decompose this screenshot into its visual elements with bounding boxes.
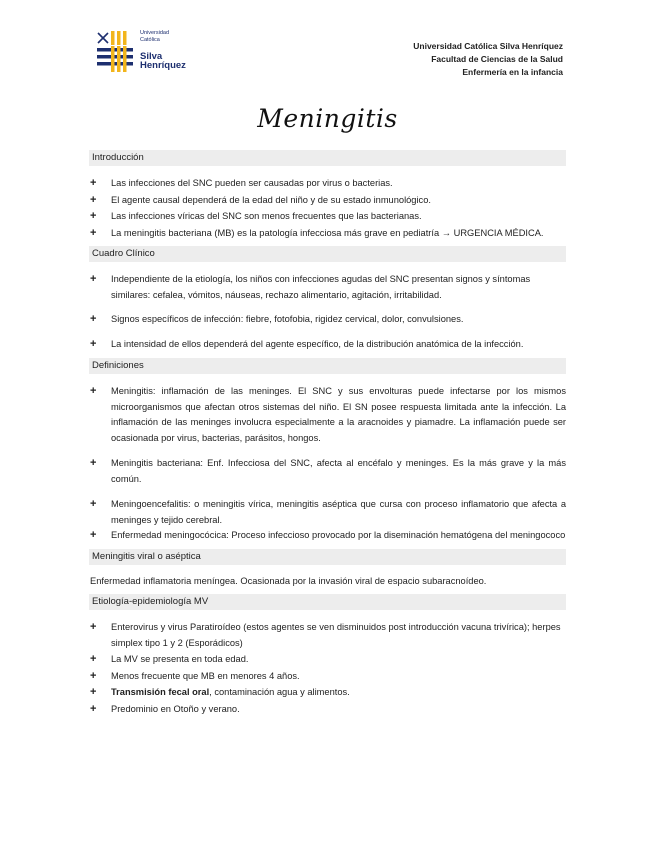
list-item: + Signos específicos de infección: fiebre, fotofobia, rigidez cervical, dolor, convulsiones. xyxy=(89,312,566,328)
list-item: + Transmisión fecal oral, contaminación agua y alimentos. xyxy=(89,685,566,701)
list-item: + Menos frecuente que MB en menores 4 años. xyxy=(89,669,566,685)
plus-icon: + xyxy=(90,621,97,633)
logo-subtitle xyxy=(140,30,169,43)
plus-icon: + xyxy=(90,193,97,206)
logo-emblem-icon xyxy=(96,30,138,74)
section-heading-definitions: Definiciones xyxy=(89,358,566,374)
logo-line-2: Católica xyxy=(140,36,160,43)
section-heading-etiology: Etiología-epidemiología MV xyxy=(89,594,566,610)
list-item: + Enfermedad meningocócica: Proceso infeccioso provocado por la diseminación hematógena del meningococo xyxy=(89,528,566,544)
header-course: Enfermería en la infancia xyxy=(462,67,563,77)
document-body xyxy=(89,150,566,717)
plus-icon: + xyxy=(90,273,97,285)
header-faculty: Facultad de Ciencias de la Salud xyxy=(431,54,563,64)
list-item: + La intensidad de ellos dependerá del agente específico, de la distribución anatómica de la infección. xyxy=(89,337,566,353)
list-item: + Las infecciones del SNC pueden ser causadas por virus o bacterias. xyxy=(89,176,566,192)
logo-line-1: Universidad xyxy=(140,30,170,36)
definitions-list xyxy=(89,384,566,544)
plus-icon: + xyxy=(90,337,97,350)
list-item: + Meningitis: inflamación de las meninges. El SNC y sus envolturas puede infectarse por los mismos microorganismos que afectan otros sistemas del niño. El SN posee respuesta limitada ante la infección. La inflamación de las meninges involucra especialmente a la aracnoides y piamadre. La inflamación puede ser ocasionada por virus, bacterias, parásitos, hongos. xyxy=(90,385,566,443)
plus-icon: + xyxy=(90,498,97,510)
plus-icon: + xyxy=(90,653,97,665)
university-logo xyxy=(96,30,206,76)
list-item: + La MV se presenta en toda edad. xyxy=(89,652,566,668)
header-university: Universidad Católica Silva Henríquez xyxy=(413,41,563,51)
section-heading-intro: Introducción xyxy=(89,150,566,166)
logo-name-1: Silva xyxy=(140,51,163,62)
plus-icon: + xyxy=(90,529,97,541)
list-item: + El agente causal dependerá de la edad del niño y de su estado inmunológico. xyxy=(89,193,566,209)
list-item: + La meningitis bacteriana (MB) es la patología infecciosa más grave en pediatría → URGENCIA MÉDICA. xyxy=(89,226,566,242)
list-item: + Independiente de la etiología, los niños con infecciones agudas del SNC presentan signos y síntomas similares: cefalea, vómitos, náuseas, rechazo alimentario, agitación, irritabilidad. xyxy=(90,273,531,300)
list-item: + Predominio en Otoño y verano. xyxy=(89,702,566,718)
page-title: Meningitis xyxy=(257,104,398,133)
plus-icon: + xyxy=(90,210,97,222)
plus-icon: + xyxy=(90,669,97,682)
intro-list xyxy=(89,176,566,241)
list-item: + Las infecciones víricas del SNC son menos frecuentes que las bacterianas. xyxy=(89,209,566,225)
logo-name-2: Henríquez xyxy=(140,60,186,71)
plus-icon: + xyxy=(90,686,97,698)
list-item: + Meningoencefalitis: o meningitis vírica, meningitis aséptica que cursa con proceso inflamatorio que afecta a meninges y tejido cerebral. xyxy=(90,498,566,525)
logo-name xyxy=(140,52,186,70)
plus-icon: + xyxy=(90,177,97,189)
clinical-list xyxy=(89,272,566,352)
plus-icon: + xyxy=(90,226,97,239)
list-item: + Meningitis bacteriana: Enf. Infecciosa del SNC, afecta al encéfalo y meninges. Es la más grave y la más común. xyxy=(90,457,566,484)
viral-paragraph: Enfermedad inflamatoria meníngea. Ocasionada por la invasión viral de espacio subaracnoídeo. xyxy=(90,575,487,586)
section-heading-viral: Meningitis viral o aséptica xyxy=(89,549,566,565)
plus-icon: + xyxy=(90,385,97,397)
plus-icon: + xyxy=(90,313,97,325)
etiology-list xyxy=(89,620,566,717)
bold-phrase: Transmisión fecal oral xyxy=(111,687,210,697)
document-header xyxy=(413,40,563,79)
plus-icon: + xyxy=(90,457,97,469)
list-item: + Enterovirus y virus Paratiroídeo (estos agentes se ven disminuidos post introducción vacuna trivírica); herpes simplex tipo 1 y 2 (Esporádicos) xyxy=(90,621,561,648)
plus-icon: + xyxy=(90,702,97,715)
section-heading-clinical: Cuadro Clínico xyxy=(89,246,566,262)
